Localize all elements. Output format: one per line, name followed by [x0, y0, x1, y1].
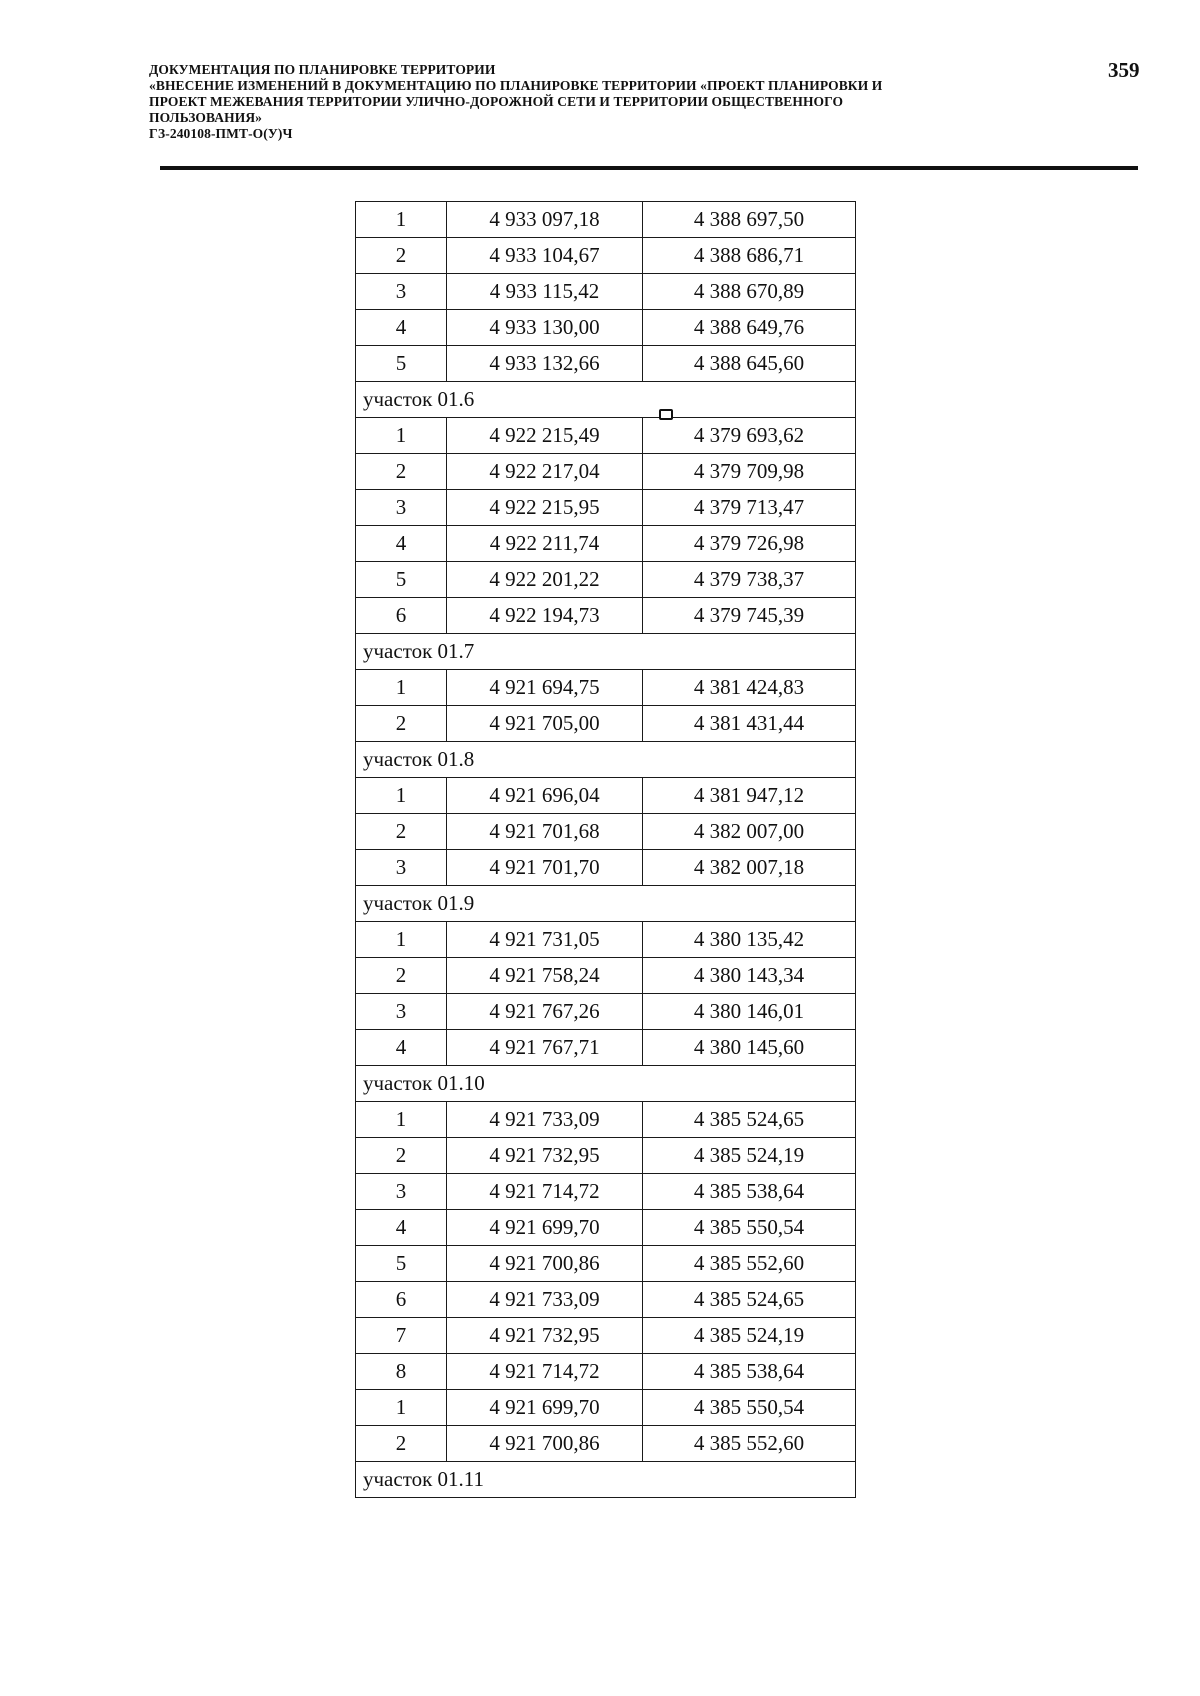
y-coordinate-cell: 4 379 726,98	[643, 526, 856, 562]
x-coordinate-cell: 4 921 733,09	[447, 1282, 643, 1318]
table-row	[356, 1030, 856, 1066]
point-number-cell: 4	[356, 526, 447, 562]
table-row	[356, 1390, 856, 1426]
point-number-cell: 3	[356, 490, 447, 526]
y-coordinate-cell: 4 385 552,60	[643, 1246, 856, 1282]
y-coordinate-cell: 4 382 007,00	[643, 814, 856, 850]
y-coordinate-cell: 4 382 007,18	[643, 850, 856, 886]
table-row	[356, 346, 856, 382]
table-row	[356, 1282, 856, 1318]
table-row	[356, 1138, 856, 1174]
x-coordinate-cell: 4 921 700,86	[447, 1426, 643, 1462]
y-coordinate-cell: 4 385 538,64	[643, 1354, 856, 1390]
point-number-cell: 2	[356, 454, 447, 490]
section-label: участок 01.9	[356, 886, 856, 922]
x-coordinate-cell: 4 921 714,72	[447, 1174, 643, 1210]
point-number-cell: 1	[356, 922, 447, 958]
point-number-cell: 8	[356, 1354, 447, 1390]
table-row	[356, 814, 856, 850]
table-row	[356, 490, 856, 526]
header-line: ПОЛЬЗОВАНИЯ»	[149, 110, 263, 125]
y-coordinate-cell: 4 379 738,37	[643, 562, 856, 598]
point-number-cell: 5	[356, 562, 447, 598]
y-coordinate-cell: 4 380 146,01	[643, 994, 856, 1030]
y-coordinate-cell: 4 385 524,65	[643, 1102, 856, 1138]
y-coordinate-cell: 4 385 550,54	[643, 1210, 856, 1246]
table-row	[356, 202, 856, 238]
x-coordinate-cell: 4 921 714,72	[447, 1354, 643, 1390]
y-coordinate-cell: 4 381 431,44	[643, 706, 856, 742]
y-coordinate-cell: 4 385 550,54	[643, 1390, 856, 1426]
section-row	[356, 886, 856, 922]
y-coordinate-cell: 4 381 947,12	[643, 778, 856, 814]
x-coordinate-cell: 4 921 732,95	[447, 1318, 643, 1354]
y-coordinate-cell: 4 388 670,89	[643, 274, 856, 310]
x-coordinate-cell: 4 921 696,04	[447, 778, 643, 814]
x-coordinate-cell: 4 921 767,26	[447, 994, 643, 1030]
section-label: участок 01.10	[356, 1066, 856, 1102]
table-row	[356, 1426, 856, 1462]
x-coordinate-cell: 4 921 699,70	[447, 1390, 643, 1426]
x-coordinate-cell: 4 921 705,00	[447, 706, 643, 742]
point-number-cell: 5	[356, 346, 447, 382]
scan-artifact-mark	[659, 409, 673, 420]
y-coordinate-cell: 4 379 709,98	[643, 454, 856, 490]
x-coordinate-cell: 4 921 767,71	[447, 1030, 643, 1066]
table-row	[356, 238, 856, 274]
table-row	[356, 1102, 856, 1138]
point-number-cell: 3	[356, 274, 447, 310]
table-row	[356, 850, 856, 886]
table-row	[356, 706, 856, 742]
table-row	[356, 418, 856, 454]
table-row	[356, 1246, 856, 1282]
y-coordinate-cell: 4 385 524,65	[643, 1282, 856, 1318]
table-row	[356, 994, 856, 1030]
x-coordinate-cell: 4 921 758,24	[447, 958, 643, 994]
table-row	[356, 274, 856, 310]
table-row	[356, 1354, 856, 1390]
section-label: участок 01.8	[356, 742, 856, 778]
x-coordinate-cell: 4 922 215,95	[447, 490, 643, 526]
point-number-cell: 2	[356, 706, 447, 742]
point-number-cell: 1	[356, 670, 447, 706]
y-coordinate-cell: 4 388 697,50	[643, 202, 856, 238]
point-number-cell: 2	[356, 238, 447, 274]
x-coordinate-cell: 4 922 211,74	[447, 526, 643, 562]
y-coordinate-cell: 4 388 686,71	[643, 238, 856, 274]
x-coordinate-cell: 4 922 194,73	[447, 598, 643, 634]
y-coordinate-cell: 4 385 524,19	[643, 1318, 856, 1354]
header-divider	[160, 166, 1138, 170]
x-coordinate-cell: 4 921 731,05	[447, 922, 643, 958]
section-row	[356, 1066, 856, 1102]
point-number-cell: 2	[356, 814, 447, 850]
point-number-cell: 4	[356, 1210, 447, 1246]
point-number-cell: 6	[356, 1282, 447, 1318]
y-coordinate-cell: 4 388 649,76	[643, 310, 856, 346]
y-coordinate-cell: 4 381 424,83	[643, 670, 856, 706]
table-row	[356, 562, 856, 598]
x-coordinate-cell: 4 922 217,04	[447, 454, 643, 490]
table-row	[356, 670, 856, 706]
x-coordinate-cell: 4 921 694,75	[447, 670, 643, 706]
x-coordinate-cell: 4 921 733,09	[447, 1102, 643, 1138]
x-coordinate-cell: 4 933 130,00	[447, 310, 643, 346]
document-header	[149, 62, 1049, 142]
page-number: 359	[1108, 58, 1140, 82]
point-number-cell: 1	[356, 202, 447, 238]
point-number-cell: 1	[356, 1102, 447, 1138]
table-row	[356, 1174, 856, 1210]
x-coordinate-cell: 4 921 732,95	[447, 1138, 643, 1174]
point-number-cell: 2	[356, 1426, 447, 1462]
x-coordinate-cell: 4 922 201,22	[447, 562, 643, 598]
coordinates-table-body	[356, 202, 856, 1498]
header-line: ДОКУМЕНТАЦИЯ ПО ПЛАНИРОВКЕ ТЕРРИТОРИИ	[149, 62, 496, 77]
table-row	[356, 310, 856, 346]
x-coordinate-cell: 4 921 699,70	[447, 1210, 643, 1246]
section-row	[356, 634, 856, 670]
point-number-cell: 3	[356, 1174, 447, 1210]
y-coordinate-cell: 4 385 552,60	[643, 1426, 856, 1462]
section-row	[356, 742, 856, 778]
point-number-cell: 3	[356, 994, 447, 1030]
section-label: участок 01.7	[356, 634, 856, 670]
x-coordinate-cell: 4 933 115,42	[447, 274, 643, 310]
x-coordinate-cell: 4 933 132,66	[447, 346, 643, 382]
x-coordinate-cell: 4 921 700,86	[447, 1246, 643, 1282]
coordinates-table	[355, 201, 856, 1498]
header-line: «ВНЕСЕНИЕ ИЗМЕНЕНИЙ В ДОКУМЕНТАЦИЮ ПО ПЛАНИРОВКЕ ТЕРРИТОРИИ «ПРОЕКТ ПЛАНИРОВКИ И	[149, 78, 883, 93]
x-coordinate-cell: 4 921 701,68	[447, 814, 643, 850]
document-code: ГЗ-240108-ПМТ-О(У)Ч	[149, 126, 293, 141]
point-number-cell: 4	[356, 310, 447, 346]
x-coordinate-cell: 4 933 104,67	[447, 238, 643, 274]
table-row	[356, 1318, 856, 1354]
point-number-cell: 1	[356, 418, 447, 454]
section-label: участок 01.11	[356, 1462, 856, 1498]
x-coordinate-cell: 4 921 701,70	[447, 850, 643, 886]
section-row	[356, 382, 856, 418]
y-coordinate-cell: 4 380 135,42	[643, 922, 856, 958]
table-row	[356, 778, 856, 814]
y-coordinate-cell: 4 380 143,34	[643, 958, 856, 994]
table-row	[356, 526, 856, 562]
y-coordinate-cell: 4 379 745,39	[643, 598, 856, 634]
point-number-cell: 7	[356, 1318, 447, 1354]
table-row	[356, 1210, 856, 1246]
table-row	[356, 922, 856, 958]
point-number-cell: 4	[356, 1030, 447, 1066]
y-coordinate-cell: 4 379 713,47	[643, 490, 856, 526]
y-coordinate-cell: 4 380 145,60	[643, 1030, 856, 1066]
point-number-cell: 5	[356, 1246, 447, 1282]
point-number-cell: 3	[356, 850, 447, 886]
point-number-cell: 1	[356, 778, 447, 814]
y-coordinate-cell: 4 385 524,19	[643, 1138, 856, 1174]
x-coordinate-cell: 4 922 215,49	[447, 418, 643, 454]
section-row	[356, 1462, 856, 1498]
y-coordinate-cell: 4 388 645,60	[643, 346, 856, 382]
point-number-cell: 6	[356, 598, 447, 634]
table-row	[356, 958, 856, 994]
point-number-cell: 2	[356, 1138, 447, 1174]
y-coordinate-cell: 4 385 538,64	[643, 1174, 856, 1210]
section-label: участок 01.6	[356, 382, 856, 418]
x-coordinate-cell: 4 933 097,18	[447, 202, 643, 238]
y-coordinate-cell: 4 379 693,62	[643, 418, 856, 454]
table-row	[356, 454, 856, 490]
point-number-cell: 2	[356, 958, 447, 994]
table-row	[356, 598, 856, 634]
header-line: ПРОЕКТ МЕЖЕВАНИЯ ТЕРРИТОРИИ УЛИЧНО-ДОРОЖНОЙ СЕТИ И ТЕРРИТОРИИ ОБЩЕСТВЕННОГО	[149, 94, 844, 109]
point-number-cell: 1	[356, 1390, 447, 1426]
